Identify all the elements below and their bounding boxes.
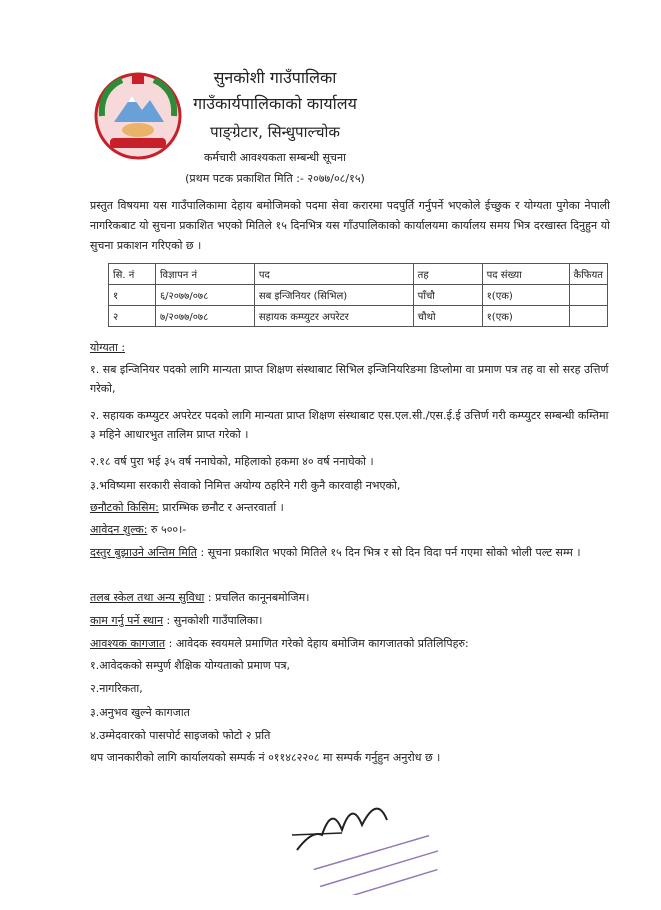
workplace-value: : सुनकोशी गाउँपालिका।: [163, 614, 263, 627]
table-cell: १(एक): [482, 306, 569, 327]
table-cell: सहायक कम्प्युटर अपरेटर: [254, 306, 413, 327]
selection-value: प्रारम्भिक छनौट र अन्तरवार्ता ।: [158, 501, 284, 514]
qualification-item: २. सहायक कम्प्युटर अपरेटर पदको लागि मान्यता प्राप्त शिक्षण संस्थाबाट एस.एल.सी./एस.ई.ई उत्तिर्ण गरी कम्प्युटर सम्बन्धी कम्तिमा ३ महिने आधारभुत तालिम प्राप्त गरेको ।: [90, 409, 609, 441]
signature-stamp-icon: [282, 775, 452, 895]
qualification-item: २.१८ वर्ष पुरा भई ३५ वर्ष ननाघेको, महिलाको हकमा ४० वर्ष ननाघेको ।: [90, 455, 374, 468]
table-cell: [569, 285, 607, 306]
fee-value: रु ५००।-: [147, 523, 187, 536]
table-cell: २: [109, 306, 156, 327]
table-cell: १: [109, 285, 156, 306]
col-header: विज्ञापन नं: [155, 264, 254, 285]
workplace-line: [90, 611, 610, 630]
table-header-row: [109, 264, 608, 285]
col-header: सि. नं: [109, 264, 156, 285]
col-header: पद संख्या: [482, 264, 569, 285]
deadline-value: : सूचना प्रकाशित भएको मितिले १५ दिन भित्र र सो दिन विदा पर्न गएमा सोको भोली पल्ट सम्म ।: [197, 546, 581, 559]
table-cell: पाँचौ: [413, 285, 482, 306]
documents-line: [90, 634, 610, 653]
municipality-name: सुनकोशी गाउँपालिका: [213, 68, 337, 87]
document-item: ३.अनुभव खुल्ने कागजात: [90, 706, 190, 719]
salary-line: [90, 588, 610, 607]
intro-paragraph: प्रस्तुत विषयमा यस गाउँपालिकामा देहाय बमोजिमको पदमा सेवा करारमा पदपुर्ति गर्नुपर्ने भएकोले ईच्छुक र योग्यता पुगेका नेपाली नागरिकबाट यो सुचना प्रकाशित भएको मितिले १५ दिनभित्र यस गाँउपालिकाको कार्यालयमा कार्यालय समय भित्र दरखास्त दिनुहुन यो सुचना प्रकाशन गरिएको छ ।: [90, 199, 610, 252]
deadline-label: दस्तुर बुझाउने अन्तिम मिति: [90, 546, 197, 559]
publish-date: (प्रथम पटक प्रकाशित मिति :- २०७७/०८/१५): [185, 172, 365, 185]
col-header: पद: [254, 264, 413, 285]
table-cell: ७/२०७७/०७८: [155, 306, 254, 327]
col-header: कैफियत: [569, 264, 607, 285]
fee-label: आवेदन शुल्क:: [90, 523, 148, 536]
selection-label: छनौटको किसिम:: [90, 501, 159, 514]
table-cell: ६/२०७७/०७८: [155, 285, 254, 306]
office-name: गाउँकार्यपालिकाको कार्यालय: [193, 94, 357, 113]
selection-line: [90, 498, 610, 517]
workplace-label: काम गर्नु पर्ने स्थान: [90, 614, 164, 627]
table-row: [109, 285, 608, 306]
vacancy-table: [108, 263, 608, 327]
contact-line: थप जानकारीको लागि कार्यालयको सम्पर्क नं ०११४८२२०८ मा सम्पर्क गर्नुहुन अनुरोध छ ।: [90, 751, 441, 764]
salary-label: तलब स्केल तथा अन्य सुविधा: [90, 591, 205, 604]
document-item: ४.उम्मेदवारको पासपोर्ट साइजको फोटो २ प्रति: [90, 729, 271, 742]
documents-label: आवश्यक कागजात: [90, 637, 166, 650]
qualification-heading: योग्यता :: [90, 341, 126, 354]
document-item: २.नागरिकता,: [90, 682, 143, 695]
table-cell: १(एक): [482, 285, 569, 306]
documents-value: : आवेदक स्वयमले प्रमाणित गरेको देहाय बमोजिम कागजातको प्रतिलिपिहरु:: [165, 637, 469, 650]
qualification-item: ३.भविष्यमा सरकारी सेवाको निमित्त अयोग्य ठहरिने गरी कुनै कारवाही नभएको,: [90, 479, 401, 492]
fee-line: [90, 520, 610, 539]
table-row: [109, 306, 608, 327]
table-cell: चौथो: [413, 306, 482, 327]
notice-title: कर्मचारी आवश्यकता सम्बन्धी सूचना: [203, 151, 346, 164]
deadline-line: [90, 543, 610, 562]
qualification-item: १. सब इन्जिनियर पदको लागि मान्यता प्राप्त शिक्षण संस्थाबाट सिभिल इन्जिनियरिङमा डिप्लोमा वा प्रमाण पत्र तह वा सो सरह उत्तिर्ण गरेको,: [90, 363, 609, 395]
col-header: तह: [413, 264, 482, 285]
document-item: १.आवेदकको सम्पुर्ण शैक्षिक योग्यताको प्रमाण पत्र,: [90, 659, 291, 672]
office-address: पाङ्ग्रेटार, सिन्धुपाल्चोक: [210, 123, 340, 141]
table-cell: [569, 306, 607, 327]
salary-value: : प्रचलित कानूनबमोजिम।: [204, 591, 310, 604]
table-cell: सब इन्जिनियर (सिभिल): [254, 285, 413, 306]
